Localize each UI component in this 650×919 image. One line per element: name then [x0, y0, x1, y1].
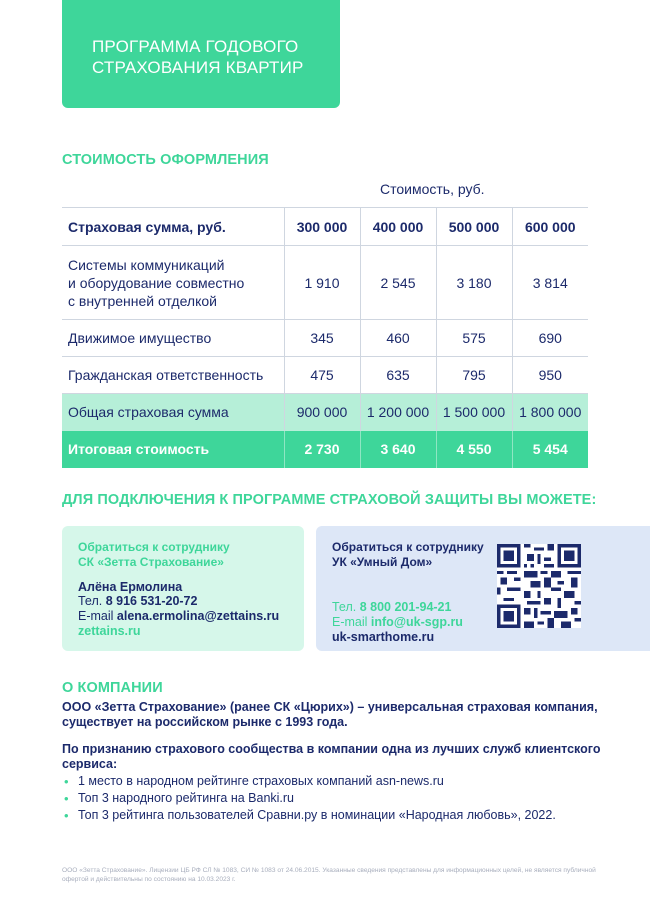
about-paragraph: По признанию страхового сообщества в компании одна из лучших служб клиентского сервиса: [62, 742, 601, 771]
row-value: 3 180 [436, 246, 512, 320]
row-value: 900 000 [284, 394, 360, 431]
total-sum-row [62, 394, 588, 431]
zetta-contact-card [62, 526, 304, 651]
phone-line [332, 600, 650, 615]
table-header-row [62, 208, 588, 246]
website-link[interactable]: uk-smarthome.ru [332, 630, 435, 644]
row-value: 5 454 [512, 431, 588, 468]
about-paragraph: ООО «Зетта Страхование» (ранее СК «Цюрих») – универсальная страховая компания, существует на российском рынке с 1993 года. [62, 700, 598, 729]
cost-section-heading: СТОИМОСТЬ ОФОРМЛЕНИЯ [62, 152, 269, 168]
row-value: 1 910 [284, 246, 360, 320]
row-label: Общая страховая сумма [62, 394, 284, 431]
smarthome-contact-card [316, 526, 650, 651]
row-value: 795 [436, 357, 512, 394]
page-title: ПРОГРАММА ГОДОВОГО СТРАХОВАНИЯ КВАРТИР [92, 37, 304, 77]
row-value: 1 800 000 [512, 394, 588, 431]
email-line [78, 609, 304, 624]
email-link[interactable]: alena.ermolina@zettains.ru [116, 609, 280, 623]
website-link[interactable]: zettains.ru [78, 624, 141, 638]
row-value: 345 [284, 320, 360, 357]
header-cell: 500 000 [436, 208, 512, 246]
header-cell: 300 000 [284, 208, 360, 246]
about-section-heading: О КОМПАНИИ [62, 680, 163, 696]
row-value: 475 [284, 357, 360, 394]
email-link[interactable]: info@uk-sgp.ru [370, 615, 463, 629]
phone-label: Тел. [78, 594, 106, 608]
connect-section-heading: ДЛЯ ПОДКЛЮЧЕНИЯ К ПРОГРАММЕ СТРАХОВОЙ ЗАЩИТЫ ВЫ МОЖЕТЕ: [62, 492, 597, 508]
achievements-list [62, 773, 602, 824]
header-cell: Страховая сумма, руб. [62, 208, 284, 246]
contact-person: Алёна Ермолина [78, 580, 183, 594]
about-block [62, 700, 602, 824]
card-title: Обратиться к сотруднику СК «Зетта Страхование» [78, 540, 230, 569]
cost-table [62, 207, 588, 468]
phone-link[interactable]: 8 800 201-94-21 [359, 600, 452, 614]
row-value: 690 [512, 320, 588, 357]
row-label: Движимое имущество [62, 320, 284, 357]
header-cell: 400 000 [360, 208, 436, 246]
list-item: • Топ 3 народного рейтинга на Banki.ru [64, 791, 295, 806]
table-caption: Стоимость, руб. [380, 181, 485, 197]
row-value: 460 [360, 320, 436, 357]
row-label: Гражданская ответственность [62, 357, 284, 394]
row-value: 3 640 [360, 431, 436, 468]
table-row [62, 246, 588, 320]
row-label: Итоговая стоимость [62, 431, 284, 468]
qr-code-icon [497, 544, 581, 628]
row-value: 2 545 [360, 246, 436, 320]
row-value: 1 500 000 [436, 394, 512, 431]
phone-link[interactable]: 8 916 531-20-72 [105, 594, 198, 608]
phone-line [78, 594, 304, 609]
bullet-icon: • [64, 808, 69, 823]
list-item: • Топ 3 рейтинга пользователей Сравни.ру в номинации «Народная любовь», 2022. [64, 808, 556, 823]
total-cost-row [62, 431, 588, 468]
row-value: 4 550 [436, 431, 512, 468]
email-label: E-mail [78, 609, 117, 623]
header-cell: 600 000 [512, 208, 588, 246]
list-item: • 1 место в народном рейтинге страховых компаний asn-news.ru [64, 774, 444, 789]
email-line [332, 615, 650, 630]
table-row [62, 320, 588, 357]
row-label: Системы коммуникаций и оборудование совместно с внутренней отделкой [62, 246, 284, 320]
legal-footer: ООО «Зетта Страхование». Лицензии ЦБ РФ СЛ № 1083, СИ № 1083 от 24.06.2015. Указанные сведения представлены для информационных целей, не является публичной офертой и действительны по состоянию на 10.03.2023 г. [62, 867, 596, 883]
row-value: 575 [436, 320, 512, 357]
title-banner [62, 0, 340, 108]
row-value: 2 730 [284, 431, 360, 468]
row-value: 635 [360, 357, 436, 394]
row-value: 3 814 [512, 246, 588, 320]
email-label: E-mail [332, 615, 371, 629]
card-title: Обратиться к сотруднику УК «Умный Дом» [332, 540, 484, 569]
table-row [62, 357, 588, 394]
row-value: 1 200 000 [360, 394, 436, 431]
row-value: 950 [512, 357, 588, 394]
phone-label: Тел. [332, 600, 360, 614]
bullet-icon: • [64, 791, 69, 806]
bullet-icon: • [64, 774, 69, 789]
cost-table-block [62, 175, 588, 468]
